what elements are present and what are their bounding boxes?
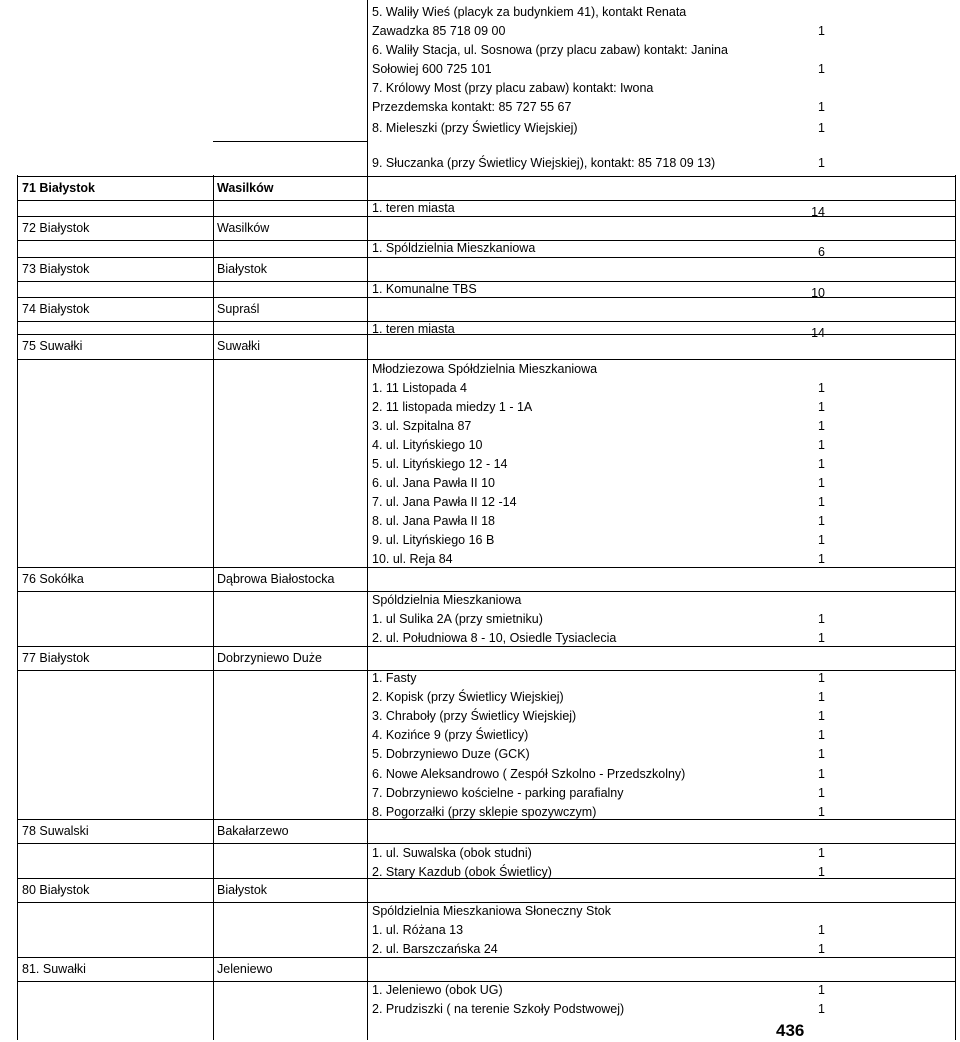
location-entry: Spóldzielnia Mieszkaniowa [372,593,522,607]
location-count: 1 [818,156,825,170]
location-entry: 8. ul. Jana Pawła II 18 [372,514,495,528]
gmina-number: 76 [22,572,36,586]
location-count: 1 [818,457,825,471]
location-entry: 2. ul. Barszczańska 24 [372,942,498,956]
location-count: 1 [818,709,825,723]
location-entry: 1. Fasty [372,671,417,685]
location-entry: 1. ul. Suwalska (obok studni) [372,846,532,860]
location-count: 1 [818,100,825,114]
location-count: 1 [818,690,825,704]
location-entry: 4. ul. Lityńskiego 10 [372,438,483,452]
location-count: 1 [818,495,825,509]
location-count: 1 [818,1002,825,1016]
grand-total: 436 [776,1021,805,1040]
gmina-number-city [22,823,89,839]
location-entry: 2. ul. Południowa 8 - 10, Osiedle Tysiaclecia [372,631,617,645]
gmina-number-city [22,961,86,977]
gmina-name: Bakałarzewo [217,824,289,838]
gmina-row-bottom [17,200,955,201]
location-count: 1 [818,942,825,956]
gmina-name: Dąbrowa Białostocka [217,572,335,586]
location-count: 14 [811,326,825,340]
location-entry: 2. Kopisk (przy Świetlicy Wiejskiej) [372,690,564,704]
gmina-number-city [22,338,82,354]
location-count: 1 [818,805,825,819]
location-entry: 2. Stary Kazdub (obok Świetlicy) [372,865,552,879]
location-entry: 8. Pogorzałki (przy sklepie spozywczym) [372,805,597,819]
table-border-top-gap [213,141,367,142]
gmina-city: Suwalski [39,824,89,838]
gmina-number-city [22,571,84,587]
location-entry: 1. Komunalne TBS [372,282,477,296]
gmina-number: 77 [22,651,36,665]
location-entry: 1. Spóldzielnia Mieszkaniowa [372,241,536,255]
location-count: 1 [818,923,825,937]
gmina-number: 80 [22,883,36,897]
location-entry: 2. Prudziszki ( na terenie Szkoły Podstwowej) [372,1002,625,1016]
location-entry: Młodziezowa Spółdzielnia Mieszkaniowa [372,362,598,376]
location-count: 1 [818,671,825,685]
gmina-city: Białystok [39,302,90,316]
location-entry: 1. 11 Listopada 4 [372,381,467,395]
location-entry: 5. ul. Lityńskiego 12 - 14 [372,457,508,471]
table-border-col2 [367,0,368,1040]
location-entry: 5. Dobrzyniewo Duze (GCK) [372,747,530,761]
table-border-left [17,175,18,1040]
location-entry: 6. Nowe Aleksandrowo ( Zespół Szkolno - Przedszkolny) [372,767,686,781]
table-border-col1 [213,175,214,1040]
gmina-name: Białystok [217,262,268,276]
location-entry: 1. ul. Różana 13 [372,923,464,937]
gmina-row-bottom [17,281,955,282]
gmina-number-city [22,261,89,277]
location-entry: 9. ul. Lityńskiego 16 B [372,533,495,547]
gmina-city: Sokółka [39,572,84,586]
location-count: 1 [818,121,825,135]
location-entry: 10. ul. Reja 84 [372,552,453,566]
gmina-name: Suwałki [217,339,261,353]
location-count: 1 [818,846,825,860]
location-entry: 1. Jeleniewo (obok UG) [372,983,503,997]
location-entry: 6. ul. Jana Pawła II 10 [372,476,495,490]
gmina-number-city [22,180,95,196]
location-entry: 6. Waliły Stacja, ul. Sosnowa (przy placu zabaw) kontakt: Janina [372,43,728,57]
gmina-number-city [22,882,89,898]
location-count: 14 [811,205,825,219]
location-count: 1 [818,438,825,452]
location-entry: Zawadzka 85 718 09 00 [372,24,506,38]
gmina-city: Białystok [39,221,90,235]
gmina-number: 73 [22,262,36,276]
location-entry: 9. Słuczanka (przy Świetlicy Wiejskiej), kontakt: 85 718 09 13) [372,156,716,170]
gmina-row-bottom [17,359,955,360]
gmina-city: Suwałki [42,962,86,976]
location-count: 1 [818,400,825,414]
gmina-city: Białystok [39,651,90,665]
location-entry: 1. ul Sulika 2A (przy smietniku) [372,612,543,626]
gmina-number: 75 [22,339,36,353]
gmina-row-bottom [17,843,955,844]
gmina-row-top [17,646,955,647]
location-count: 1 [818,631,825,645]
location-count: 1 [818,767,825,781]
location-count: 1 [818,786,825,800]
gmina-city: Białystok [39,883,90,897]
location-entry: 4. Kozińce 9 (przy Świetlicy) [372,728,529,742]
gmina-number: 74 [22,302,36,316]
location-entry: 8. Mieleszki (przy Świetlicy Wiejskiej) [372,121,578,135]
location-count: 1 [818,747,825,761]
location-entry: 7. ul. Jana Pawła II 12 -14 [372,495,517,509]
gmina-number-city [22,650,89,666]
location-entry: Przezdemska kontakt: 85 727 55 67 [372,100,572,114]
gmina-number: 71 [22,181,36,195]
location-count: 1 [818,865,825,879]
gmina-name: Wasilków [217,221,270,235]
gmina-name: Dobrzyniewo Duże [217,651,322,665]
gmina-row-top [17,567,955,568]
location-count: 1 [818,62,825,76]
gmina-row-top [17,957,955,958]
location-count: 1 [818,514,825,528]
gmina-city: Suwałki [39,339,83,353]
gmina-number: 72 [22,221,36,235]
location-count: 1 [818,552,825,566]
gmina-city: Białystok [39,262,90,276]
location-entry: 5. Waliły Wieś (placyk za budynkiem 41), kontakt Renata [372,5,687,19]
table-border-right [955,175,956,1040]
location-entry: Spóldzielnia Mieszkaniowa Słoneczny Stok [372,904,612,918]
gmina-name: Białystok [217,883,268,897]
gmina-city: Białystok [39,181,95,195]
location-entry: 2. 11 listopada miedzy 1 - 1A [372,400,533,414]
location-count: 1 [818,533,825,547]
gmina-number: 78 [22,824,36,838]
gmina-name: Supraśl [217,302,260,316]
gmina-number: 81. [22,962,40,976]
gmina-name: Jeleniewo [217,962,273,976]
location-entry: 7. Królowy Most (przy placu zabaw) kontakt: Iwona [372,81,654,95]
location-count: 1 [818,419,825,433]
gmina-name: Wasilków [217,181,274,195]
gmina-number-city [22,220,89,236]
gmina-row-bottom [17,321,955,322]
location-entry: 3. Chraboły (przy Świetlicy Wiejskiej) [372,709,577,723]
location-entry: 1. teren miasta [372,201,455,215]
location-count: 6 [818,245,825,259]
gmina-row-top [17,176,955,177]
location-count: 1 [818,728,825,742]
location-entry: 1. teren miasta [372,322,455,336]
location-count: 1 [818,983,825,997]
location-count: 10 [811,286,825,300]
gmina-number-city [22,301,89,317]
location-entry: 7. Dobrzyniewo kościelne - parking parafialny [372,786,624,800]
location-entry: 3. ul. Szpitalna 87 [372,419,472,433]
location-count: 1 [818,24,825,38]
location-count: 1 [818,476,825,490]
location-count: 1 [818,612,825,626]
location-count: 1 [818,381,825,395]
location-entry: Sołowiej 600 725 101 [372,62,492,76]
